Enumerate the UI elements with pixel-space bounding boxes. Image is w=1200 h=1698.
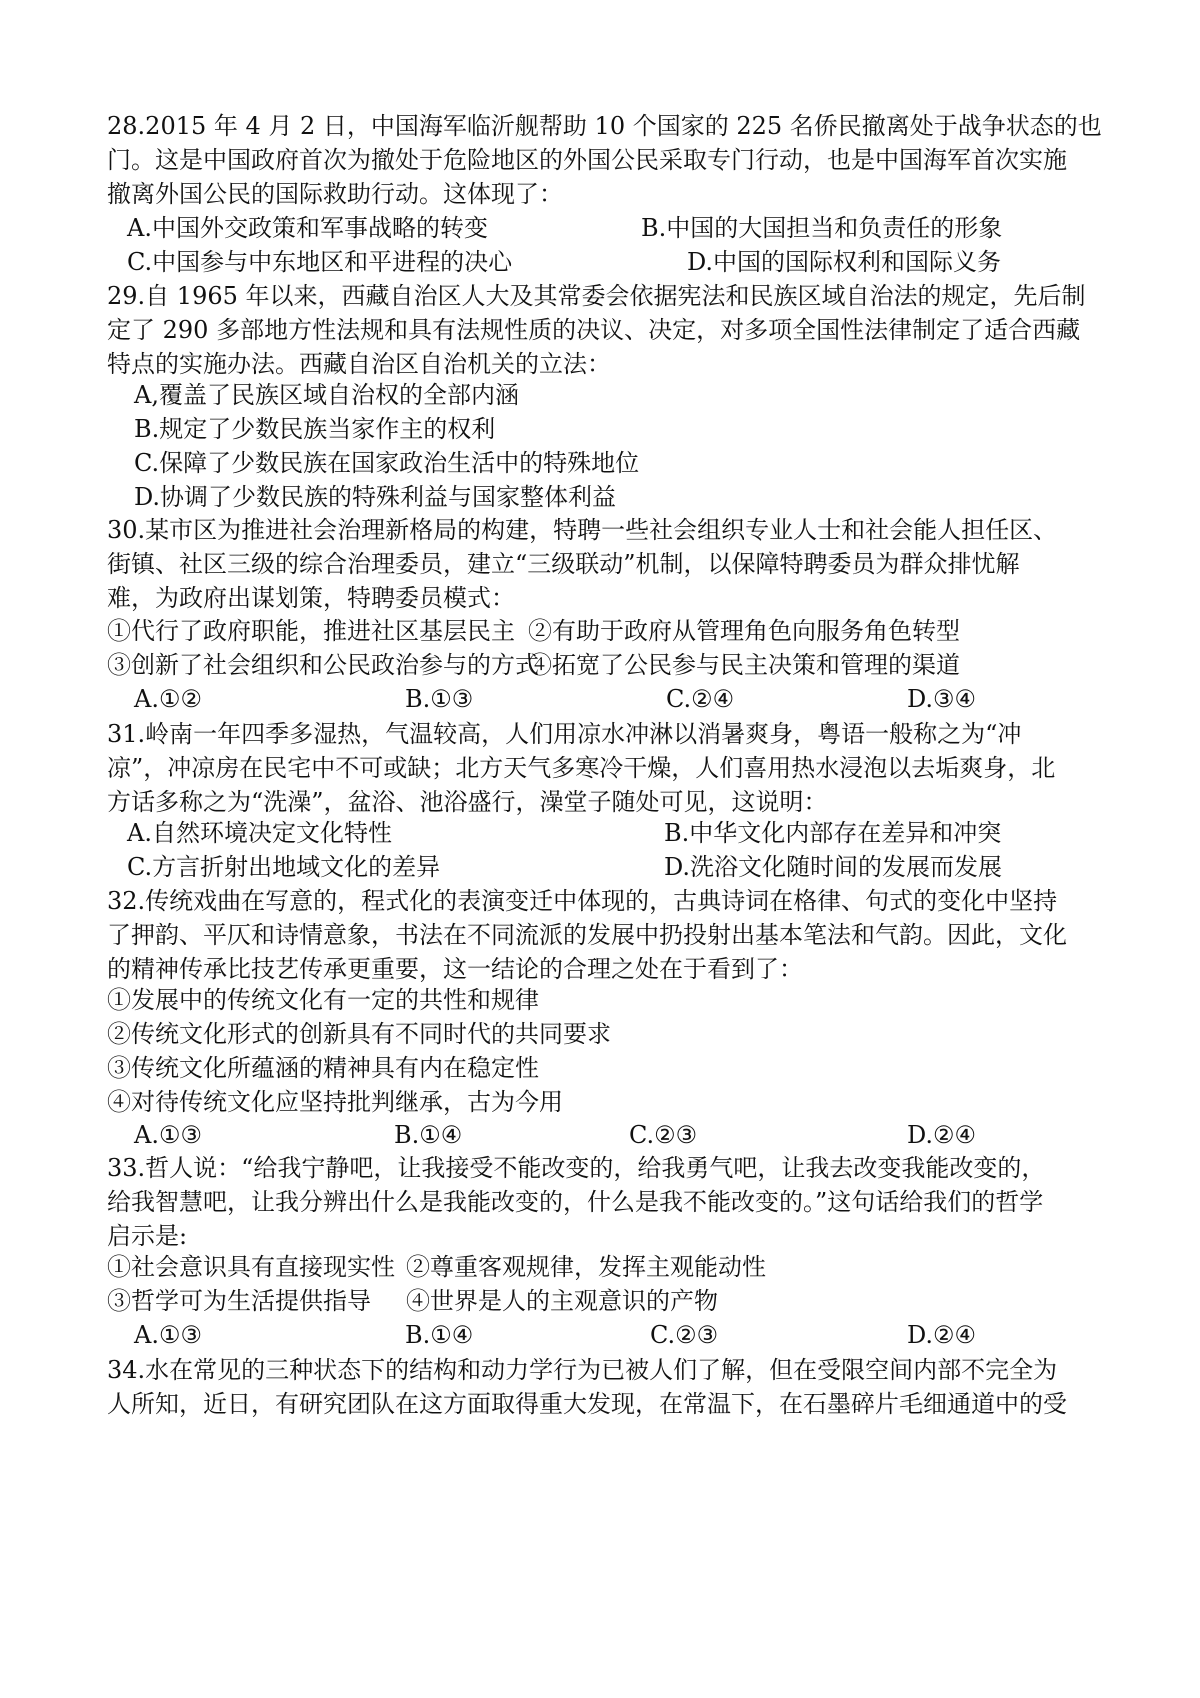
q34-stem-line-1: 34.水在常见的三种状态下的结构和动力学行为已被人们了解，但在受限空间内部不完全为 — [107, 1356, 1058, 1384]
q33-item-2: ②尊重客观规律，发挥主观能动性 — [406, 1253, 766, 1281]
q29-stem-line-2: 定了 290 多部地方性法规和具有法规性质的决议、决定，对多项全国性法律制定了适合西藏 — [107, 316, 1081, 344]
q32-item-1: ①发展中的传统文化有一定的共性和规律 — [107, 986, 539, 1014]
q31-stem-line-2: 凉”，冲凉房在民宅中不可或缺；北方天气多寒冷干燥，人们喜用热水浸泡以去垢爽身，北 — [107, 754, 1056, 782]
q30-item-1: ①代行了政府职能，推进社区基层民主 — [107, 617, 515, 645]
q29-option-c: C.保障了少数民族在国家政治生活中的特殊地位 — [134, 449, 640, 477]
q29-option-a: A,覆盖了民族区域自治权的全部内涵 — [134, 381, 519, 409]
q32-item-3: ③传统文化所蕴涵的精神具有内在稳定性 — [107, 1054, 539, 1082]
q32-item-2: ②传统文化形式的创新具有不同时代的共同要求 — [107, 1020, 611, 1048]
q29-stem-line-3: 特点的实施办法。西藏自治区自治机关的立法： — [107, 350, 611, 378]
q32-option-b: B.①④ — [394, 1121, 463, 1149]
q32-option-c: C.②③ — [629, 1121, 698, 1149]
q28-stem-line-1: 28.2015 年 4 月 2 日，中国海军临沂舰帮助 10 个国家的 225 名侨民撤离处于战争状态的也 — [107, 112, 1102, 140]
q30-stem-line-3: 难，为政府出谋划策，特聘委员模式： — [107, 584, 515, 612]
q31-stem-line-1: 31.岭南一年四季多湿热，气温较高，人们用凉水冲淋以消暑爽身，粤语一般称之为“冲 — [107, 720, 1022, 748]
q33-stem-line-3: 启示是: — [107, 1222, 188, 1250]
q28-option-a: A.中国外交政策和军事战略的转变 — [127, 214, 488, 242]
q28-option-b: B.中国的大国担当和负责任的形象 — [641, 214, 1003, 242]
q32-stem-line-3: 的精神传承比技艺传承更重要，这一结论的合理之处在于看到了： — [107, 955, 803, 983]
q28-option-d: D.中国的国际权利和国际义务 — [687, 248, 1002, 276]
q33-stem-line-2: 给我智慧吧，让我分辨出什么是我能改变的，什么是我不能改变的。”这句话给我们的哲学 — [107, 1188, 1044, 1216]
q28-stem-line-2: 门。这是中国政府首次为撤处于危险地区的外国公民采取专门行动，也是中国海军首次实施 — [107, 146, 1067, 174]
q31-option-c: C.方言折射出地域文化的差异 — [127, 853, 441, 881]
q32-stem-line-1: 32.传统戏曲在写意的，程式化的表演变迁中体现的，古典诗词在格律、句式的变化中坚持 — [107, 887, 1058, 915]
q33-item-4: ④世界是人的主观意识的产物 — [406, 1287, 718, 1315]
q30-item-2: ②有助于政府从管理角色向服务角色转型 — [528, 617, 960, 645]
q33-stem-line-1: 33.哲人说：“给我宁静吧，让我接受不能改变的，给我勇气吧，让我去改变我能改变的， — [107, 1154, 1046, 1182]
q31-option-b: B.中华文化内部存在差异和冲突 — [664, 819, 1002, 847]
q31-option-a: A.自然环境决定文化特性 — [127, 819, 392, 847]
q30-stem-line-1: 30.某市区为推进社会治理新格局的构建，特聘一些社会组织专业人士和社会能人担任区、 — [107, 516, 1058, 544]
q33-item-1: ①社会意识具有直接现实性 — [107, 1253, 395, 1281]
q32-option-a: A.①③ — [134, 1121, 202, 1149]
q33-option-a: A.①③ — [134, 1321, 202, 1349]
q28-stem-line-3: 撤离外国公民的国际救助行动。这体现了： — [107, 180, 563, 208]
q30-option-b: B.①③ — [405, 685, 474, 713]
q33-option-b: B.①④ — [405, 1321, 474, 1349]
q32-option-d: D.②④ — [907, 1121, 977, 1149]
q30-option-c: C.②④ — [666, 685, 735, 713]
q30-item-3: ③创新了社会组织和公民政治参与的方式 — [107, 651, 539, 679]
q30-option-a: A.①② — [134, 685, 202, 713]
q32-stem-line-2: 了押韵、平仄和诗情意象，书法在不同流派的发展中扔投射出基本笔法和气韵。因此，文化 — [107, 921, 1067, 949]
q30-stem-line-2: 街镇、社区三级的综合治理委员，建立“三级联动”机制，以保障特聘委员为群众排忧解 — [107, 550, 1020, 578]
q32-item-4: ④对待传统文化应坚持批判继承，古为今用 — [107, 1088, 563, 1116]
q34-stem-line-2: 人所知，近日，有研究团队在这方面取得重大发现，在常温下，在石墨碎片毛细通道中的受 — [107, 1390, 1067, 1418]
q33-option-c: C.②③ — [650, 1321, 719, 1349]
q29-option-b: B.规定了少数民族当家作主的权利 — [134, 415, 496, 443]
q30-option-d: D.③④ — [907, 685, 977, 713]
q30-item-4: ④拓宽了公民参与民主决策和管理的渠道 — [528, 651, 960, 679]
q31-option-d: D.洗浴文化随时间的发展而发展 — [664, 853, 1003, 881]
q29-option-d: D.协调了少数民族的特殊利益与国家整体利益 — [134, 483, 617, 511]
q29-stem-line-1: 29.自 1965 年以来，西藏自治区人大及其常委会依据宪法和民族区域自治法的规定，先后制 — [107, 282, 1086, 310]
q28-option-c: C.中国参与中东地区和平进程的决心 — [127, 248, 513, 276]
q33-option-d: D.②④ — [907, 1321, 977, 1349]
q33-item-3: ③哲学可为生活提供指导 — [107, 1287, 371, 1315]
q31-stem-line-3: 方话多称之为“洗澡”，盆浴、池浴盛行，澡堂子随处可见，这说明： — [107, 788, 828, 816]
